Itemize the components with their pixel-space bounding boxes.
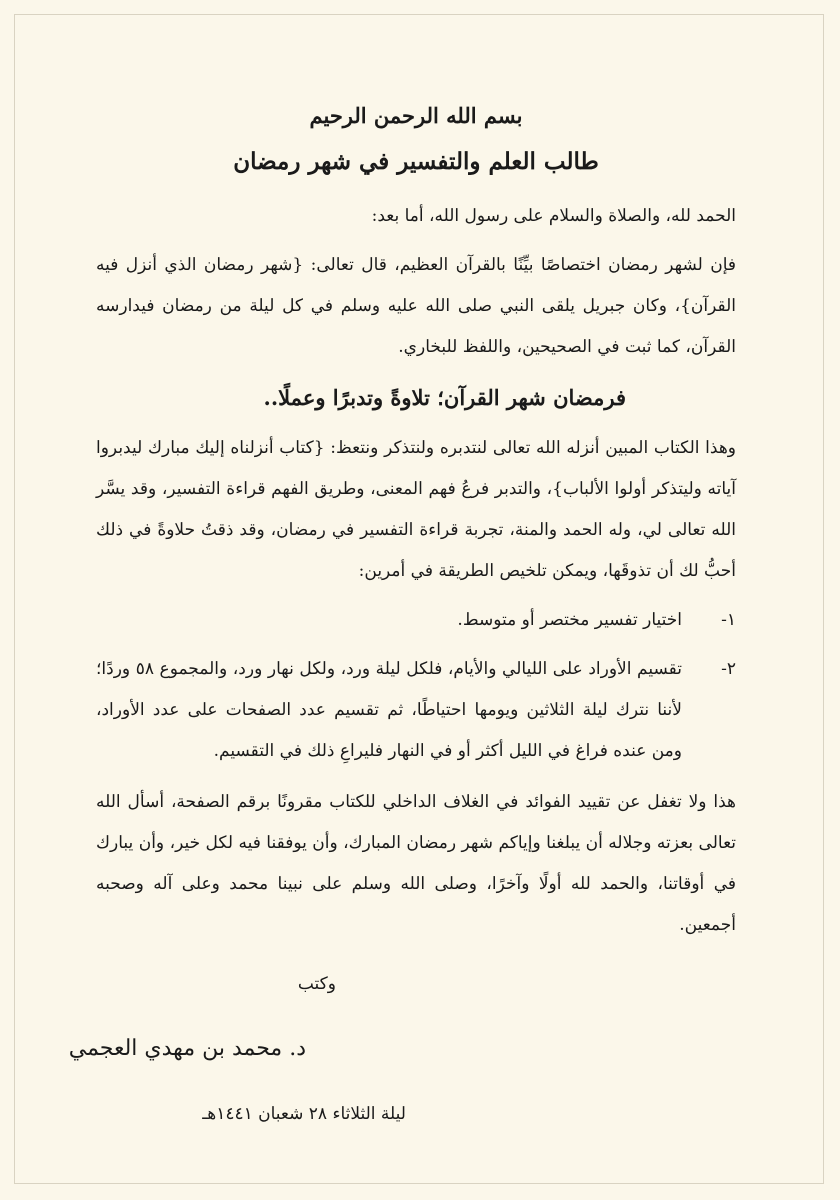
list-item (96, 600, 736, 641)
basmala: بسم الله الرحمن الرحيم (309, 103, 523, 128)
list-item-text: تقسيم الأوراد على الليالي والأيام، فلكل ليلة ورد، ولكل نهار ورد، والمجموع ٥٨ وردًا؛ لأننا نترك ليلة الثلاثين ويومها احتياطًا، ثم تقسيم عدد الصفحات على عدد الأوراد، ومن عنده فراغ في الليل أكثر أو في النهار فليراعِ ذلك في التقسيم. (96, 659, 682, 761)
author-name: د. محمد بن مهدي العجمي (68, 1036, 306, 1061)
paragraph-tadabbur: وهذا الكتاب المبين أنزله الله تعالى لنتدبره ولنتذكر ونتعظ: {كتاب أنزلناه إليك مبارك ليدبروا آياته وليتذكر أولوا الألباب}، والتدبر فرعُ فهم المعنى، وطريق الفهم قراءة التفسير، وقد يسَّر الله تعالى لي، وله الحمد والمنة، تجربة قراءة التفسير في رمضان، وقد ذقتُ حلاوةً في ذلك أحبُّ لك أن تذوقَها، ويمكن تلخيص الطريقة في أمرين: (96, 438, 736, 581)
section-heading: فرمضان شهر القرآن؛ تلاوةً وتدبرًا وعملًا.. (263, 385, 626, 410)
date-line: ليلة الثلاثاء ٢٨ شعبان ١٤٤١هـ (202, 1104, 406, 1124)
list-item-number: ١- (721, 610, 736, 630)
list-item (96, 649, 736, 772)
method-list (96, 600, 736, 772)
signature-wrote: وكتب (297, 974, 336, 994)
paragraph-ramadan-quran: فإن لشهر رمضان اختصاصًا بيِّنًا بالقرآن العظيم، قال تعالى: {شهر رمضان الذي أنزل فيه القرآن}، وكان جبريل يلقى النبي صلى الله عليه وسلم في كل ليلة من رمضان فيدارسه القرآن، كما ثبت في الصحيحين، واللفظ للبخاري. (96, 255, 736, 357)
paragraph-closing: هذا ولا تغفل عن تقييد الفوائد في الغلاف الداخلي للكتاب مقرونًا برقم الصفحة، أسأل الله تعالى بعزته وجلاله أن يبلغنا وإياكم شهر رمضان المبارك، وأن يوفقنا فيه لكل خير، وأن يبارك في أوقاتنا، والحمد لله أولًا وآخرًا، وصلى الله وسلم على نبينا محمد وعلى آله وصحبه أجمعين. (96, 792, 736, 935)
page-title: طالب العلم والتفسير في شهر رمضان (233, 148, 599, 175)
letter-body (68, 96, 736, 1134)
opening-line: الحمد لله، والصلاة والسلام على رسول الله، أما بعد: (371, 206, 736, 226)
list-item-number: ٢- (721, 659, 736, 679)
list-item-text: اختيار تفسير مختصر أو متوسط. (457, 610, 682, 630)
